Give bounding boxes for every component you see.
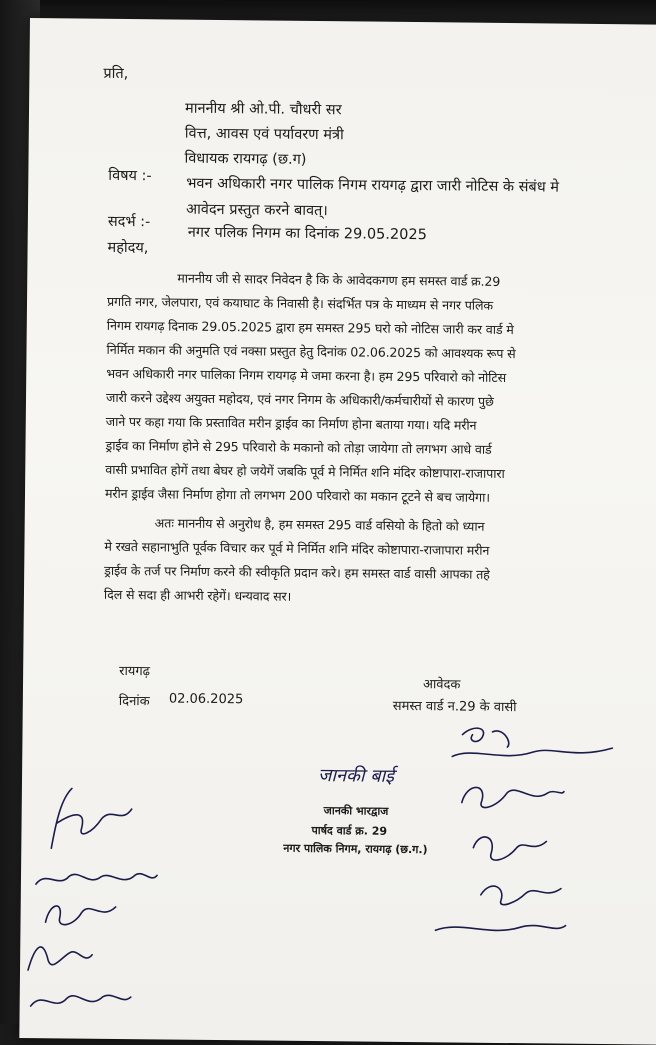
body-line: निगम रायगढ़ दिनाक 29.05.2025 द्वारा हम समस्त 295 घरो को नोटिस जारी कर वार्ड मे <box>106 317 514 338</box>
letter-page <box>19 18 656 1045</box>
recipient-line-1: माननीय श्री ओ.पी. चौधरी सर <box>184 100 342 119</box>
body-line: निर्मित मकान की अनुमति एवं नक्सा प्रस्तुत हेतु दिनांक 02.06.2025 को आवश्यक रूप से <box>106 341 516 362</box>
body-line: अतः माननीय से अनुरोध है, हम समस्त 295 वार्ड वसियो के हितो को ध्यान <box>154 515 485 534</box>
subject-line-2: आवेदन प्रस्तुत करने बावत्। <box>185 201 328 220</box>
body-line: मरीन ड्राईव जैसा निर्माण होगा तो लगभग 200 परिवारो का मकान टूटने से बच जायेगा। <box>104 485 490 505</box>
body-line: जारी करने उद्देश्य अयुक्त महोदय, एवं नगर निगम के अधिकारी/कर्मचारीयों से कारण पुछे <box>105 389 494 409</box>
signature-left-1 <box>31 778 142 859</box>
signature-right-1 <box>442 716 623 778</box>
signature-right-3 <box>461 823 562 874</box>
reference-text: नगर पलिक निगम का दिनांक 29.05.2025 <box>187 224 427 244</box>
body-line: वासी प्रभावित होगें तथा बेघर हो जयेगें जबकि पूर्व मे निर्मित शनि मंदिर कोष्टापारा-राजापारा <box>105 461 505 481</box>
salutation-to: प्रति, <box>103 65 129 83</box>
applicant-label: आवेदक <box>422 677 461 693</box>
signature-left-2 <box>31 864 161 895</box>
councillor-signature: जानकी बाई <box>317 765 395 787</box>
body-line: प्रगति नगर, जेलपारा, एवं कयाघाट के निवासी है। संदर्भित पत्र के माध्यम से नगर पलिक <box>106 293 494 313</box>
recipient-line-3: विधायक रायगढ़ (छ.ग) <box>184 150 307 168</box>
body-line: भवन अधिकारी नगर पालिका निगम रायगढ़ मे जमा करना है। हम 295 परिवारो को नोटिस <box>106 365 507 386</box>
signature-right-5 <box>430 912 570 943</box>
date-label: दिनांक <box>118 693 150 710</box>
reference-label: सदर्भ :- <box>107 213 151 231</box>
recipient-line-2: वित्त, आवस एवं पर्यावरण मंत्री <box>184 125 344 144</box>
place: रायगढ़ <box>119 663 151 680</box>
signature-left-4 <box>20 930 101 981</box>
body-line: माननीय जी से सादर निवेदन है कि के आवेदकगण हम समस्त वार्ड क्र.29 <box>177 270 501 289</box>
signature-right-2 <box>452 772 573 823</box>
stamp-name: जानकी भारद्वाज <box>323 804 389 818</box>
greeting: महोदय, <box>107 239 149 257</box>
body-line: मे रखते सहानाभुति पूर्वक विचार कर पूर्व मे निर्मित शनि मंदिर कोष्टापारा-राजापारा मरीन <box>104 538 490 558</box>
body-line: ड्राईव का निर्माण होने से 295 परिवारो के मकानो को तोड़ा जायेगा तो लगभग आधे वार्ड <box>105 437 492 457</box>
body-line: ड्राईव के तर्ज पर निर्माण करने की स्वीकृति प्रदान करे। हम समस्त वार्ड वासी आपका तहे <box>104 562 490 582</box>
subject-label: विषय :- <box>108 167 152 185</box>
applicant-group: समस्त वार्ड न.29 के वासी <box>392 698 517 716</box>
date-value: 02.06.2025 <box>168 691 244 708</box>
subject-line-1: भवन अधिकारी नगर पालिक निगम रायगढ़ द्वारा जारी नोटिस के संबंध मे <box>186 175 560 196</box>
body-line: दिल से सदा ही आभरी रहेगें। धन्यवाद सर। <box>103 586 292 604</box>
signature-right-4 <box>471 873 571 914</box>
signature-left-5 <box>24 982 134 1023</box>
stamp-organisation: नगर पालिक निगम, रायगढ़ (छ.ग.) <box>283 841 428 857</box>
body-line: जाने पर कहा गया कि प्रस्तावित मरीन ड्राईव का निर्माण होना बताया गया। यदि मरीन <box>105 413 477 433</box>
stamp-designation: पार्षद वार्ड क्र. 29 <box>311 823 388 838</box>
